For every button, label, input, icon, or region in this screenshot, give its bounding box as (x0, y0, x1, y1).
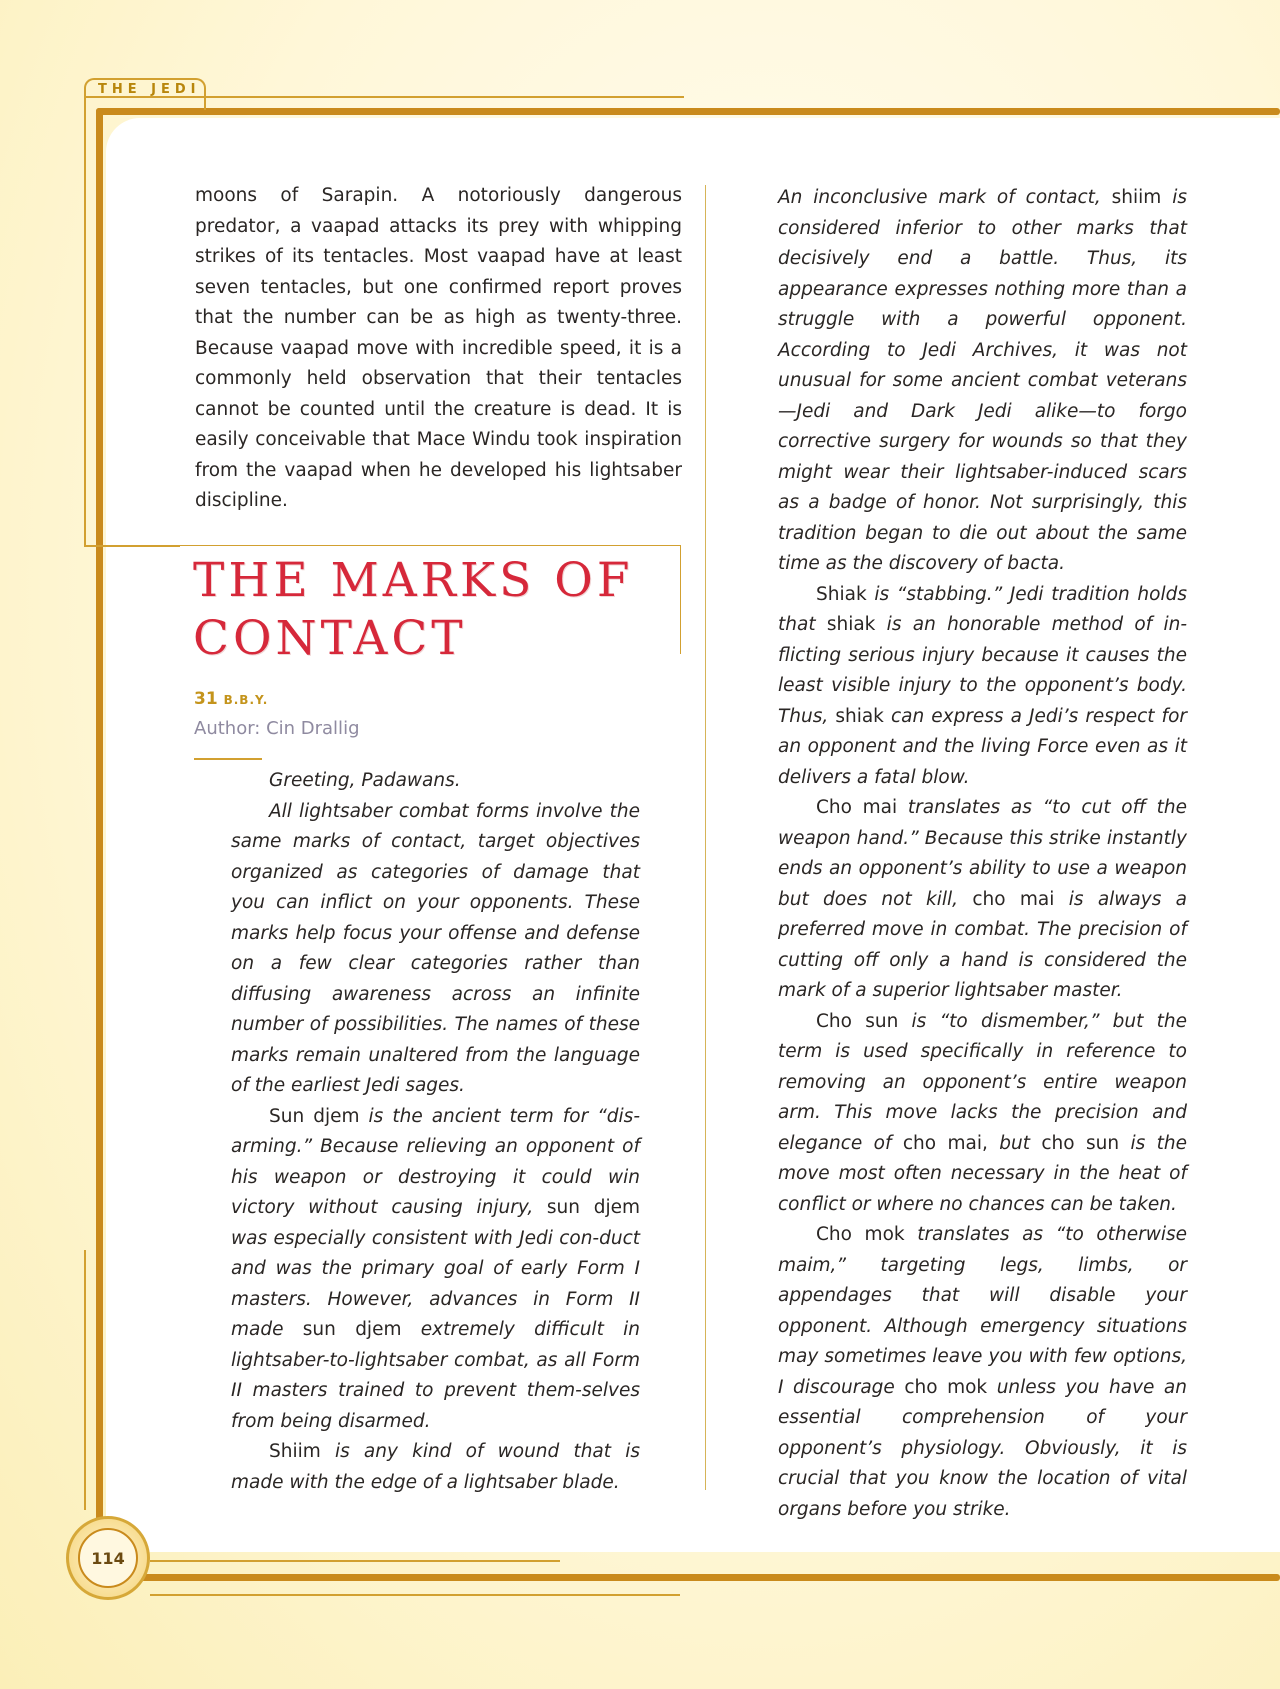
paragraph-shiim-cont (778, 183, 1187, 580)
date-era: B.B.Y. (223, 693, 269, 707)
text-span: is an honorable method of in-flicting serious injury because it causes the least visible injury to the opponent’s body. Thus, (778, 614, 1187, 727)
text-span: is considered inferior to other marks that decisively end a battle. Thus, its appearance expresses nothing more than a struggle with a powerful opponent. According to Jedi Archives, it was not unusual for some ancient combat veterans—Jedi and Dark Jedi alike—to forgo corrective surgery for wounds so that they might wear their lightsaber-induced scars as a badge of honor. Not surprisingly, this tradition began to die out about the same time as the discovery of bacta. (778, 187, 1187, 574)
body-left-column (231, 766, 640, 1498)
text-span: An inconclusive mark of contact, (778, 187, 1112, 208)
term-cho-mai: cho mai (972, 888, 1055, 910)
text-span: was especially consistent with Jedi con-duct and was the primary goal of early Form I masters. However, advances in Form II made (231, 1227, 640, 1340)
text-span: is always a preferred move in combat. The precision of cutting off only a hand is considered the mark of a superior lightsaber master. (778, 888, 1187, 1001)
term-shiak: Shiak (816, 583, 867, 605)
intro-paragraph: moons of Sarapin. A notoriously dangerous predator, a vaapad attacks its prey with whipping strikes of its tentacles. Most vaapad have at least seven tentacles, but one confirmed report proves that the number can be as high as twenty-three. Because vaapad move with incredible speed, it is a commonly held observation that their tentacles cannot be counted until the creature is dead. It is easily conceivable that Mace Windu took inspiration from the vaapad when he developed his lightsaber discipline. (195, 185, 682, 511)
text-span: is “to dismember,” but the term is used specifically in reference to removing an opponent’s entire weapon arm. This move lacks the precision and elegance of (778, 1010, 1187, 1154)
term-cho-mok: Cho mok (816, 1224, 905, 1245)
paragraph-shiak (778, 580, 1187, 794)
date-badge (194, 689, 268, 709)
term-sun-djem: Sun djem (269, 1105, 360, 1127)
text-span: extremely difficult in lightsaber-to-lightsaber combat, as all Form II masters trained to prevent them-selves from being disarmed. (231, 1319, 640, 1432)
section-title (193, 552, 633, 668)
section-header-label: THE JEDI (98, 82, 201, 97)
section-title-line2: CONTACT (193, 611, 467, 666)
frame-bottom-thin-line (150, 1560, 560, 1562)
paragraph-cho-mai (778, 793, 1187, 1007)
text-span: unless you have an essential comprehension of your opponent’s physiology. Obviously, it is crucial that you know the location of vital organs before you strike. (778, 1376, 1187, 1520)
text-span: but (987, 1132, 1042, 1154)
term-cho-sun: cho sun (1041, 1132, 1120, 1154)
text-span: translates as “to cut off the weapon hand.” Because this strike instantly ends an opponent’s ability to use a weapon but does not kill, (778, 797, 1188, 910)
paragraph-cho-mok (778, 1220, 1187, 1525)
paragraph-greeting: Greeting, Padawans. (269, 770, 461, 791)
frame-left-thin-line (84, 96, 86, 546)
text-span: is the move most often necessary in the heat of conflict or where no chances can be taken. (778, 1132, 1187, 1215)
term-shiim: Shiim (269, 1441, 321, 1462)
text-span: is “stabbing.” Jedi tradition holds that (778, 583, 1187, 635)
page-number: 114 (78, 1528, 138, 1588)
frame-lower-left-thin-line (84, 1250, 86, 1510)
text-span: translates as “to otherwise maim,” targeting legs, limbs, or appendages that will disable your opponent. Although emergency situations may sometimes leave you with few options, I discourage (778, 1224, 1187, 1398)
text-span: can express a Jedi’s respect for an opponent and the living Force even as it delivers a fatal blow. (778, 705, 1187, 788)
paragraph-shiim (231, 1437, 640, 1498)
term-cho-mok: cho mok (904, 1376, 988, 1398)
body-right-column (778, 183, 1187, 1525)
author-rule (194, 758, 262, 760)
term-cho-mai: Cho mai (816, 797, 898, 818)
frame-top-thick-bar (96, 108, 1280, 115)
term-shiak: shiak (835, 705, 884, 727)
frame-bottom-thin-line-2 (150, 1594, 680, 1596)
frame-bottom-thick-bar (96, 1574, 1280, 1581)
author-line: Author: Cin Drallig (194, 718, 360, 739)
intro-continuation-text (195, 181, 682, 517)
paragraph-intro: All lightsaber combat forms involve the same marks of contact, target objectives organized as categories of damage that you can inflict on your opponents. These marks help focus your offense and defense on a few clear categories rather than diffusing awareness across an infinite number of possibilities. The names of these marks remain unaltered from the language of the earliest Jedi sages. (231, 800, 640, 1096)
paragraph-sun-djem (231, 1102, 640, 1438)
term-cho-sun: Cho sun (816, 1010, 899, 1032)
term-shiak: shiak (826, 614, 876, 635)
section-title-line1: THE MARKS OF (193, 553, 634, 608)
text-span: is the ancient term for “dis-arming.” Because relieving an opponent of his weapon or destroying it could win victory without causing injury, (231, 1105, 640, 1218)
term-cho-mai: cho mai, (902, 1132, 988, 1154)
text-span: is any kind of wound that is made with the edge of a lightsaber blade. (231, 1441, 640, 1493)
column-divider (705, 185, 706, 1490)
term-sun-djem: sun djem (302, 1319, 402, 1340)
term-shiim: shiim (1111, 187, 1162, 208)
paragraph-cho-sun (778, 1007, 1187, 1221)
date-number: 31 (194, 689, 218, 709)
frame-left-thick-bar (96, 108, 103, 1588)
top-block-bottom-rule (84, 545, 180, 547)
term-sun-djem: sun djem (546, 1197, 640, 1218)
